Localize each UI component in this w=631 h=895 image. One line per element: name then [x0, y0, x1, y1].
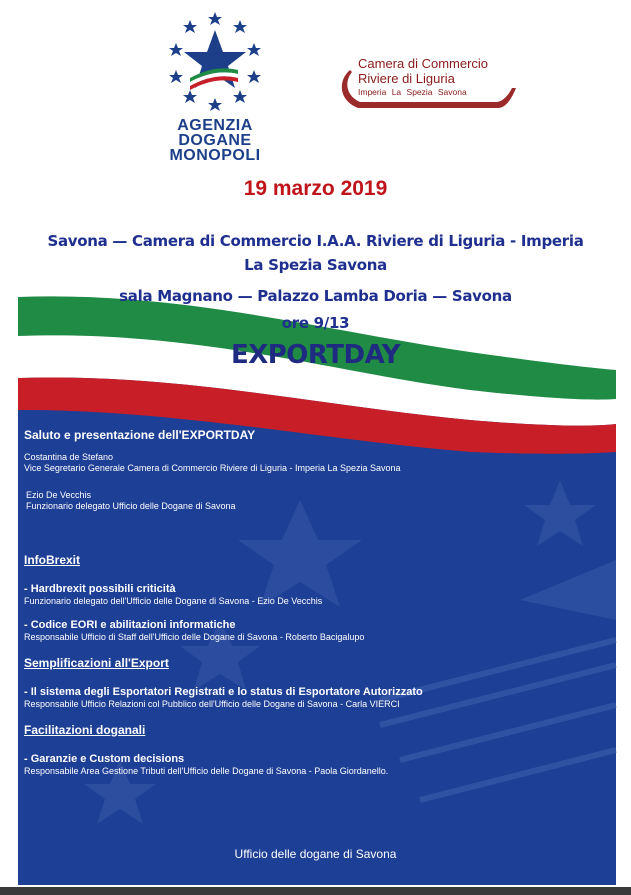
welcome-speaker2-name: Ezio De Vecchis [26, 490, 92, 500]
facilitazioni-topic1-speaker: Responsabile Area Gestione Tributi dell'Ufficio delle Dogane di Savona - Paola Giordanello. [24, 766, 389, 776]
semplificazioni-heading: Semplificazioni all'Export [24, 656, 169, 670]
agency-name-line3: MONOPOLI [169, 147, 261, 164]
camera-commercio-logo [330, 50, 520, 120]
facilitazioni-heading: Facilitazioni doganali [24, 723, 146, 737]
venue-line-3: sala Magnano — Palazzo Lamba Doria — Savona [119, 287, 512, 305]
infobrexit-topic1: - Hardbrexit possibili criticità [24, 583, 176, 595]
chamber-name-line2: Riviere di Liguria [358, 71, 455, 86]
venue-line-2: La Spezia Savona [244, 256, 387, 274]
infobrexit-topic1-speaker: Funzionario delegato dell'Ufficio delle Dogane di Savona - Ezio De Vecchis [24, 596, 323, 606]
agency-emblem [160, 8, 270, 113]
agency-name-line1: AGENZIA [177, 117, 253, 134]
facilitazioni-topic1: - Garanzie e Custom decisions [24, 753, 185, 765]
chamber-name-line1: Camera di Commercio [358, 56, 489, 71]
infobrexit-heading: InfoBrexit [24, 553, 81, 567]
semplificazioni-topic1: - Il sistema degli Esportatori Registrati e lo status di Esportatore Autorizzato [24, 686, 423, 698]
welcome-speaker1-role: Vice Segretario Generale Camera di Commercio Riviere di Liguria - Imperia La Spezia Savona [24, 463, 401, 473]
welcome-speaker1-name: Costantina de Stefano [24, 452, 114, 462]
bottom-bar [0, 887, 631, 895]
infobrexit-topic2: - Codice EORI e abilitazioni informatiche [24, 619, 236, 631]
semplificazioni-topic1-speaker: Responsabile Ufficio Relazioni col Pubblico dell'Ufficio delle Dogane di Savona - Carla VIERCI [24, 699, 400, 709]
welcome-speaker2-role: Funzionario delegato Ufficio delle Dogane di Savona [26, 501, 236, 511]
welcome-heading: Saluto e presentazione dell'EXPORTDAY [24, 428, 256, 442]
footer-office: Ufficio delle dogane di Savona [234, 847, 397, 861]
venue-line-1: Savona — Camera di Commercio I.A.A. Riviere di Liguria - Imperia [47, 232, 584, 250]
event-time: ore 9/13 [281, 314, 350, 332]
chamber-name-line3: Imperia La Spezia Savona [358, 87, 467, 97]
event-date: 19 marzo 2019 [243, 177, 388, 200]
infobrexit-topic2-speaker: Responsabile Ufficio di Staff dell'Ufficio delle Dogane di Savona - Roberto Bacigalupo [24, 632, 365, 642]
agency-name-line2: DOGANE [178, 132, 252, 149]
event-title: EXPORTDAY [230, 340, 401, 370]
agenzia-dogane-logo [160, 8, 270, 168]
